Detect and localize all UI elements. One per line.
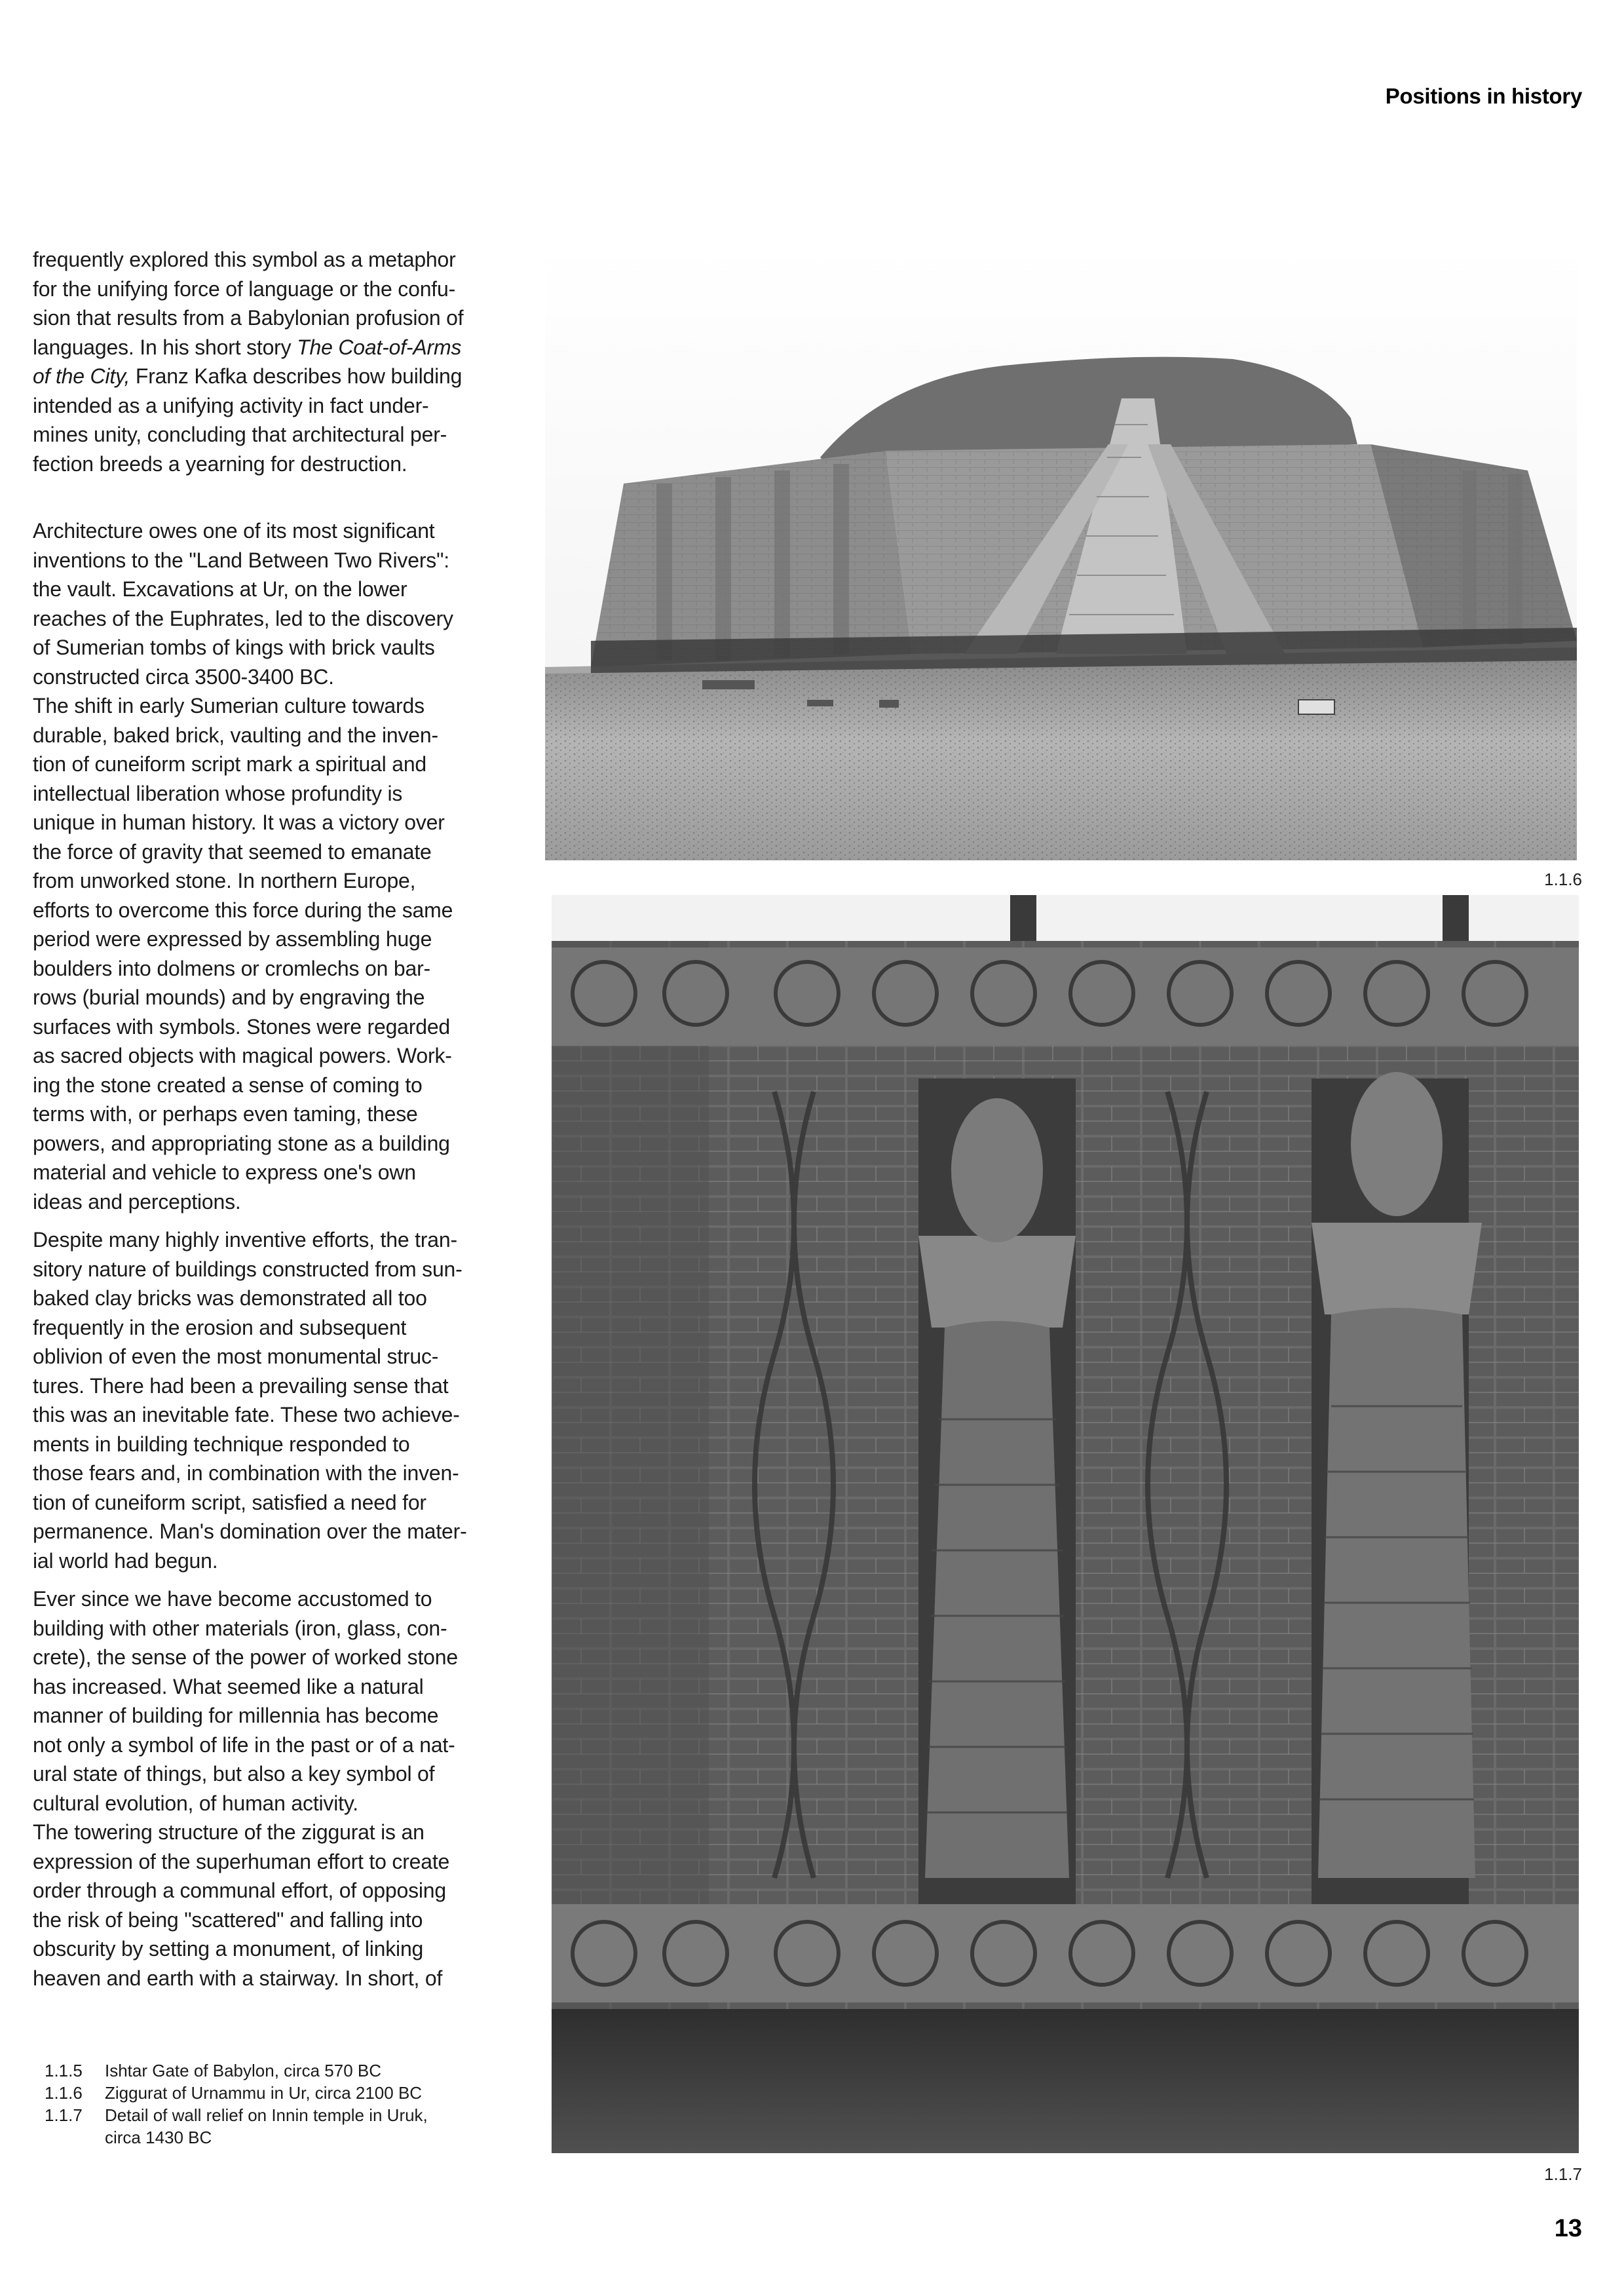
text-line: sitory nature of buildings constructed from sun- <box>33 1257 463 1281</box>
text-line: obscurity by setting a monument, of linking <box>33 1937 424 1961</box>
text-line: reaches of the Euphrates, led to the discovery <box>33 606 453 630</box>
caption-text: Ishtar Gate of Babylon, circa 570 BC <box>105 2061 381 2080</box>
caption-number: 1.1.7 <box>45 2105 83 2125</box>
text-line: ideas and perceptions. <box>33 1189 241 1214</box>
text-line: Ever since we have become accustomed to <box>33 1587 432 1611</box>
text-line: frequently in the erosion and subsequent <box>33 1315 407 1339</box>
text-line: cultural evolution, of human activity. <box>33 1791 358 1815</box>
text-line: from unworked stone. In northern Europe, <box>33 869 416 892</box>
paragraph-1 <box>33 245 511 478</box>
wall-relief-photo <box>552 895 1579 2153</box>
text-line: the force of gravity that seemed to emanate <box>33 839 432 864</box>
text-line: sion that results from a Babylonian profusion of <box>33 306 464 330</box>
text-line: The shift in early Sumerian culture towards <box>33 694 425 718</box>
text-line: permanence. Man's domination over the mater- <box>33 1520 467 1543</box>
text-line: unique in human history. It was a victory over <box>33 811 445 834</box>
figure-label: 1.1.7 <box>1544 2164 1582 2184</box>
text-line: Architecture owes one of its most significant <box>33 519 435 543</box>
text-line: ial world had begun. <box>33 1548 218 1573</box>
text-line: tion of cuneiform script, satisfied a need for <box>33 1490 426 1514</box>
text-line: ing the stone created a sense of coming to <box>33 1073 423 1097</box>
text-line: tion of cuneiform script mark a spiritual and <box>33 752 427 776</box>
text-line: rows (burial mounds) and by engraving the <box>33 985 425 1009</box>
paragraph-5 <box>33 1584 511 1818</box>
text-line: intellectual liberation whose profundity is <box>33 781 403 805</box>
text-line: the risk of being "scattered" and falling into <box>33 1907 423 1932</box>
text-line: Despite many highly inventive efforts, the tran- <box>33 1228 457 1252</box>
text-line: terms with, or perhaps even taming, these <box>33 1102 418 1126</box>
running-header: Positions in history <box>1385 84 1582 108</box>
text-line: intended as a unifying activity in fact under- <box>33 393 429 417</box>
text-line: efforts to overcome this force during the same <box>33 898 453 922</box>
text-line: for the unifying force of language or the confu- <box>33 277 456 301</box>
caption-text: Ziggurat of Urnammu in Ur, circa 2100 BC <box>105 2083 423 2103</box>
page-number: 13 <box>1554 2215 1582 2242</box>
text-line: order through a communal effort, of opposing <box>33 1879 446 1902</box>
caption-row <box>45 2082 498 2104</box>
caption-row <box>45 2104 498 2149</box>
text-line: The towering structure of the ziggurat is an <box>33 1820 425 1844</box>
text-line: has increased. What seemed like a natural <box>33 1674 424 1698</box>
caption-number: 1.1.6 <box>45 2083 83 2103</box>
body-text-column <box>33 245 511 2002</box>
paragraph-6 <box>33 1818 511 1993</box>
text-line: surfaces with symbols. Stones were regarded <box>33 1014 451 1039</box>
text-line: oblivion of even the most monumental struc- <box>33 1345 439 1368</box>
text-line: durable, baked brick, vaulting and the inven- <box>33 723 438 747</box>
text-line: baked clay bricks was demonstrated all too <box>33 1286 427 1310</box>
caption-text <box>105 2104 498 2149</box>
text-line: material and vehicle to express one's own <box>33 1160 416 1184</box>
paragraph-4 <box>33 1225 511 1575</box>
text-line: heaven and earth with a stairway. In short, of <box>33 1966 443 1990</box>
caption-number: 1.1.5 <box>45 2061 83 2080</box>
text-line: constructed circa 3500-3400 BC. <box>33 664 334 689</box>
text-line: of the City, Franz Kafka describes how building <box>33 364 463 388</box>
text-line: languages. In his short story The Coat-of-Arms <box>33 335 462 359</box>
text-line: fection breeds a yearning for destruction. <box>33 451 407 476</box>
text-line: mines unity, concluding that architectural per- <box>33 423 447 446</box>
paragraph-3 <box>33 691 511 1216</box>
caption-row <box>45 2059 498 2082</box>
text-line: tures. There had been a prevailing sense that <box>33 1373 449 1398</box>
text-line: powers, and appropriating stone as a building <box>33 1131 450 1155</box>
caption-text-line: circa 1430 BC <box>105 2128 212 2147</box>
text-line: boulders into dolmens or cromlechs on bar- <box>33 956 431 980</box>
figure-label: 1.1.6 <box>1544 870 1582 889</box>
ziggurat-photo <box>545 248 1577 860</box>
text-line: period were expressed by assembling huge <box>33 927 432 951</box>
paragraph-2 <box>33 516 511 691</box>
text-line: ments in building technique responded to <box>33 1432 410 1456</box>
text-line: expression of the superhuman effort to create <box>33 1849 450 1873</box>
text-line: manner of building for millennia has become <box>33 1704 439 1727</box>
text-line: frequently explored this symbol as a metaphor <box>33 248 456 271</box>
text-line: those fears and, in combination with the inven- <box>33 1461 459 1485</box>
text-line: the vault. Excavations at Ur, on the lower <box>33 577 407 601</box>
text-line: crete), the sense of the power of worked stone <box>33 1645 458 1669</box>
text-line: this was an inevitable fate. These two achieve- <box>33 1403 460 1426</box>
text-line: not only a symbol of life in the past or of a nat- <box>33 1732 455 1757</box>
text-line: as sacred objects with magical powers. Work- <box>33 1044 452 1067</box>
text-line: of Sumerian tombs of kings with brick vaults <box>33 636 435 659</box>
caption-text-line: Detail of wall relief on Innin temple in Uruk, <box>105 2105 428 2125</box>
text-line: building with other materials (iron, glass, con- <box>33 1616 447 1640</box>
figure-captions <box>45 2059 498 2149</box>
text-line: inventions to the "Land Between Two Rivers": <box>33 548 449 572</box>
text-line: ural state of things, but also a key symbol of <box>33 1762 435 1786</box>
